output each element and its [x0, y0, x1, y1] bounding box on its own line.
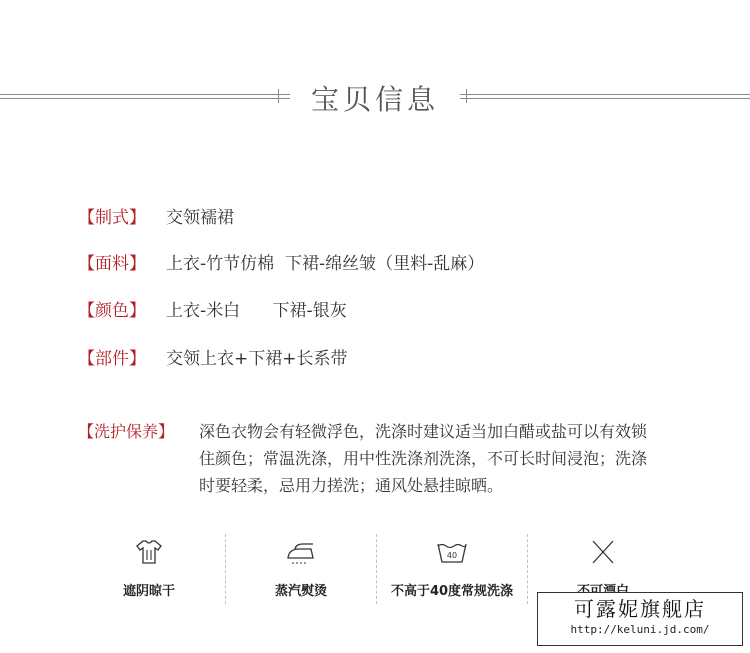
detail-value: 上衣-米白 下裙-银灰 — [166, 301, 347, 321]
care-item-wash-40 — [377, 534, 527, 604]
care-label: 遮阴晾干 — [122, 584, 175, 599]
care-label: 蒸汽熨烫 — [274, 584, 327, 599]
wash-temp-label: 40 — [446, 551, 458, 560]
detail-row-style — [78, 202, 234, 234]
section-header — [0, 80, 750, 120]
store-url[interactable]: http://keluni.jd.com/ — [570, 623, 710, 636]
detail-row-color — [78, 295, 347, 327]
no-bleach-icon — [587, 538, 619, 566]
care-item-shade-dry — [74, 534, 224, 604]
detail-value: 交领襦裙 — [166, 208, 234, 228]
detail-label: 【颜色】 — [78, 301, 146, 321]
wash-care-label: 【洗护保养】 — [78, 422, 175, 441]
store-watermark[interactable] — [537, 592, 743, 646]
header-rule-left — [0, 94, 290, 104]
detail-label: 【面料】 — [78, 254, 146, 274]
detail-row-parts — [78, 343, 348, 375]
detail-value: 上衣-竹节仿棉 下裙-绵丝皱（里料-乱麻） — [166, 254, 485, 274]
detail-value: 交领上衣+下裙+长系带 — [166, 349, 348, 369]
detail-label: 【制式】 — [78, 208, 146, 228]
iron-icon — [285, 538, 317, 566]
care-label: 不高于40度常规洗涤 — [390, 584, 514, 599]
wash-care-line: 深色衣物会有轻微浮色，洗涤时建议适当加白醋或盐可以有效锁 — [199, 422, 648, 441]
header-rule-right — [460, 94, 750, 104]
wash-care-line: 住颜色；常温洗涤，用中性洗涤剂洗涤，不可长时间浸泡；洗涤 — [199, 449, 648, 468]
detail-row-fabric — [78, 248, 484, 280]
wash-care-line: 时要轻柔，忌用力搓洗；通风处悬挂晾晒。 — [199, 476, 504, 495]
section-title: 宝贝信息 — [310, 83, 439, 116]
wash-care-section — [78, 418, 718, 495]
wash-care-text — [199, 418, 679, 499]
care-item-steam-iron — [226, 534, 376, 604]
shirt-icon — [133, 538, 165, 566]
detail-label: 【部件】 — [78, 349, 146, 369]
store-name: 可露妮旗舰店 — [574, 597, 706, 621]
wash-tub-icon — [436, 538, 468, 566]
